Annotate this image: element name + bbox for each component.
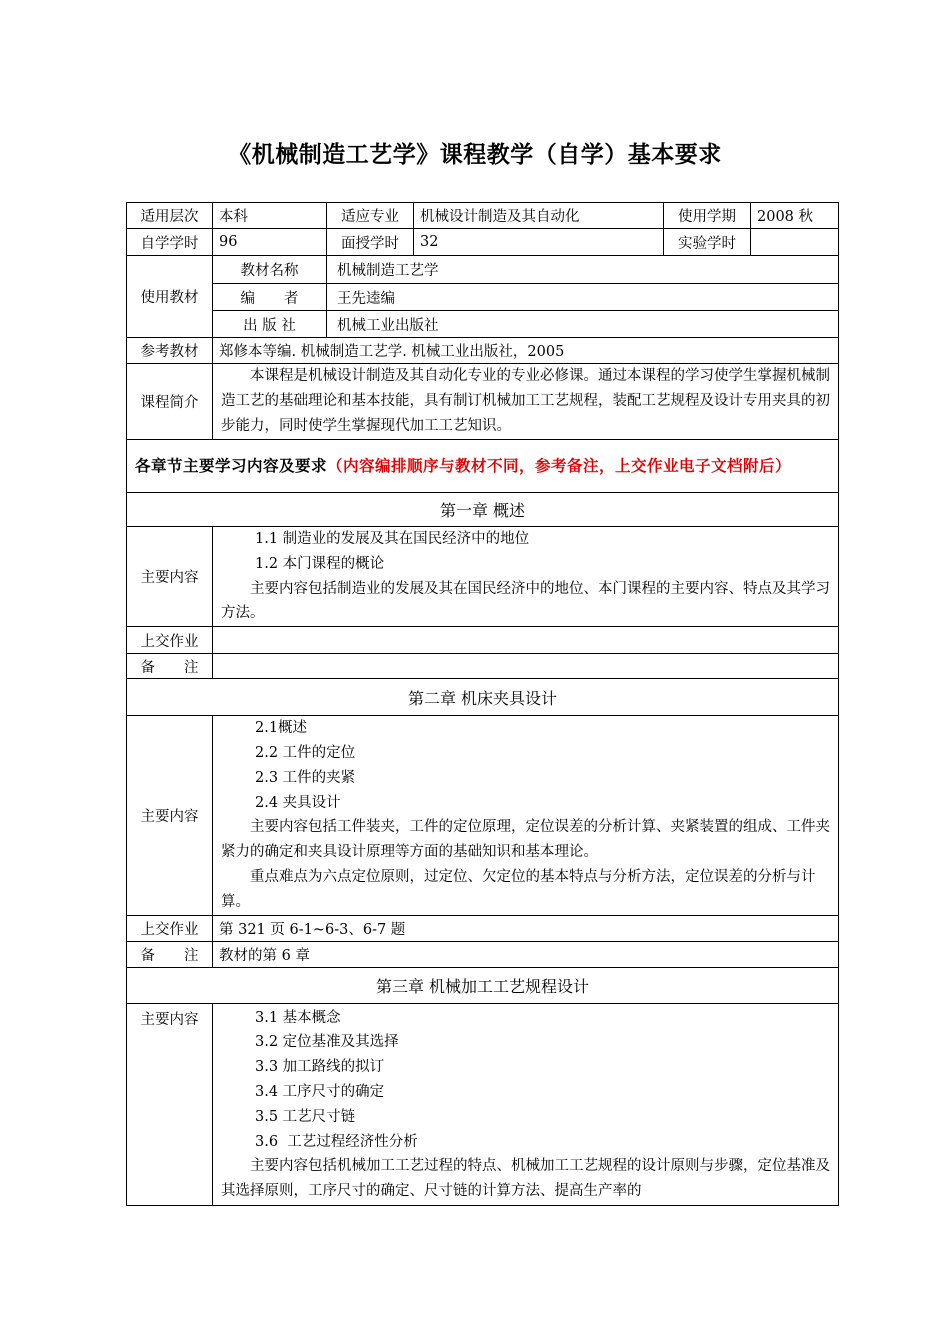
textbook-row-name [127,256,839,284]
chapter2-homework-row [127,915,839,941]
textbook-publisher-label: 出 版 社 [213,311,327,338]
chapter1-homework-value [213,627,839,654]
chapter2-title: 第二章 机床夹具设计 [127,679,839,716]
chapter2-item-4: 2.4 夹具设计 [255,794,341,811]
textbook-name-value: 机械制造工艺学 [327,256,839,284]
intro-text: 本课程是机械设计制造及其自动化专业的专业必修课。通过本课程的学习使学生掌握机械制造工艺的基础理论和基本技能，具有制订机械加工工艺规程，装配工艺规程及设计专用夹具的初步能力，同时使学生掌握现代加工工艺知识。 [221,368,830,434]
textbook-label: 使用教材 [127,256,213,338]
lecture-hours-label: 面授学时 [327,229,414,256]
intro-row [127,364,839,440]
chapter3-content-row [127,1003,839,1205]
info-row-1 [127,203,839,229]
chapters-heading-row [127,440,839,493]
reference-value: 郑修本等编. 机械制造工艺学. 机械工业出版社，2005 [213,338,839,364]
textbook-row-publisher [127,311,839,338]
chapter3-summary: 主要内容包括机械加工工艺过程的特点、机械加工工艺规程的设计原则与步骤，定位基准及其选择原则，工序尺寸的确定、尺寸链的计算方法、提高生产率的 [221,1158,830,1200]
textbook-editor-value: 王先逵编 [327,284,839,311]
chapter1-remark-value [213,654,839,679]
chapter3-item-4: 3.4 工序尺寸的确定 [255,1083,385,1100]
textbook-row-editor [127,284,839,311]
chapter3-title: 第三章 机械加工工艺规程设计 [127,967,839,1003]
textbook-editor-label: 编 者 [213,284,327,311]
chapter2-content-row [127,716,839,915]
semester-label: 使用学期 [664,203,751,229]
semester-value: 2008 秋 [751,203,839,229]
reference-row [127,338,839,364]
chapter3-item-1: 3.1 基本概念 [255,1009,341,1026]
chapter1-content-row [127,527,839,627]
chapter1-remark-row [127,654,839,679]
chapter3-item-3: 3.3 加工路线的拟订 [255,1059,385,1076]
reference-label: 参考教材 [127,338,213,364]
self-hours-value: 96 [213,229,327,256]
lab-hours-value [751,229,839,256]
chapter3-item-2: 3.2 定位基准及其选择 [255,1034,399,1051]
level-value: 本科 [213,203,327,229]
major-value: 机械设计制造及其自动化 [414,203,664,229]
chapter3-content-label: 主要内容 [127,1003,213,1205]
intro-label: 课程简介 [127,364,213,440]
chapter3-item-6: 3.6 工艺过程经济性分析 [255,1133,418,1150]
lecture-hours-value: 32 [414,229,664,256]
lab-hours-label: 实验学时 [664,229,751,256]
chapters-heading-note: （内容编排顺序与教材不同，参考备注，上交作业电子文档附后） [327,456,792,475]
chapter3-title-row [127,967,839,1003]
chapter2-remark-value: 教材的第 6 章 [213,941,839,967]
chapter2-homework-value: 第 321 页 6-1~6-3、6-7 题 [213,915,839,941]
chapter1-title: 第一章 概述 [127,493,839,527]
chapter2-item-2: 2.2 工件的定位 [255,744,356,761]
chapter1-homework-row [127,627,839,654]
chapter1-homework-label: 上交作业 [127,627,213,654]
chapter1-item-1: 1.1 制造业的发展及其在国民经济中的地位 [255,531,530,547]
chapter1-remark-label: 备 注 [127,654,213,679]
textbook-publisher-value: 机械工业出版社 [327,311,839,338]
page-title: 《机械制造工艺学》课程教学（自学）基本要求 [228,142,722,168]
chapter2-content-label: 主要内容 [127,716,213,915]
chapter1-title-row [127,493,839,527]
chapter1-summary: 主要内容包括制造业的发展及其在国民经济中的地位、本门课程的主要内容、特点及其学习方法。 [221,580,830,622]
self-hours-label: 自学学时 [127,229,213,256]
chapter2-item-3: 2.3 工件的夹紧 [255,769,356,786]
info-row-2 [127,229,839,256]
chapters-heading: 各章节主要学习内容及要求 [135,456,328,475]
course-table [126,202,839,1206]
chapter2-title-row [127,679,839,716]
major-label: 适应专业 [327,203,414,229]
level-label: 适用层次 [127,203,213,229]
chapter2-summary: 主要内容包括工件装夹，工件的定位原理，定位误差的分析计算、夹紧装置的组成、工件夹紧力的确定和夹具设计原理等方面的基础知识和基本理论。 [221,819,830,861]
chapter3-item-5: 3.5 工艺尺寸链 [255,1108,356,1125]
chapter2-remark-label: 备 注 [127,941,213,967]
textbook-name-label: 教材名称 [213,256,327,284]
chapter2-remark-row [127,941,839,967]
chapter1-item-2: 1.2 本门课程的概论 [255,555,385,572]
chapter2-item-1: 2.1概述 [255,720,308,737]
chapter2-homework-label: 上交作业 [127,915,213,941]
chapter1-content-label: 主要内容 [127,527,213,627]
chapter2-difficulty: 重点难点为六点定位原则，过定位、欠定位的基本特点与分析方法，定位误差的分析与计算。 [221,868,816,910]
